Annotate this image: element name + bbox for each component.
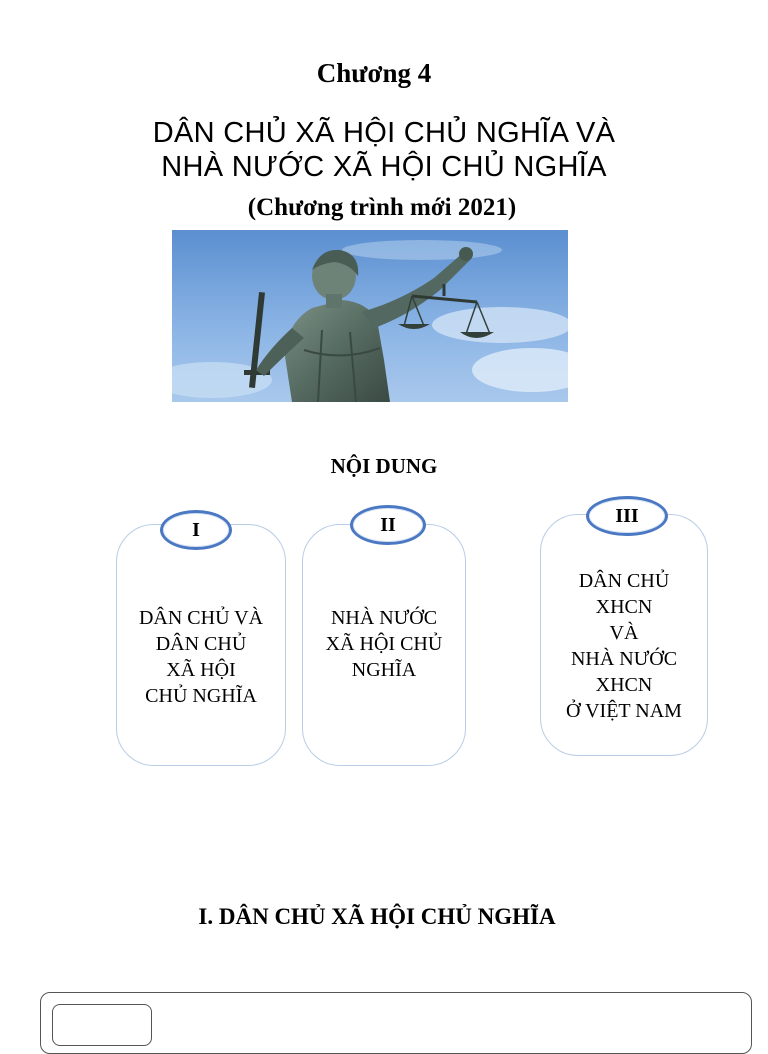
card-1-line: XÃ HỘI [166,659,236,681]
section-heading: I. DÂN CHỦ XÃ HỘI CHỦ NGHĨA [198,904,556,929]
card-3-badge: III [586,496,668,536]
card-2-line: NGHĨA [351,659,417,681]
title-line-1: DÂN CHỦ XÃ HỘI CHỦ NGHĨA VÀ [152,117,616,149]
card-3-line: NHÀ NƯỚC [570,648,678,670]
card-1-line: DÂN CHỦ VÀ [138,607,264,629]
card-3-line: Ở VIỆT NAM [566,700,682,722]
card-2-badge: II [350,505,426,545]
card-1-line: CHỦ NGHĨA [145,685,257,707]
card-3-text [541,568,707,724]
content-frame-tab [52,1004,152,1046]
card-3-line: XHCN [595,674,653,696]
content-card-2 [302,524,466,766]
title-line-2: NHÀ NƯỚC XÃ HỘI CHỦ NGHĨA [161,151,607,183]
card-3-line: XHCN [595,596,653,618]
card-1-text [117,605,285,709]
card-2-line: NHÀ NƯỚC [330,607,438,629]
document-subtitle: (Chương trình mới 2021) [247,194,517,221]
card-1-line: DÂN CHỦ [155,633,247,655]
card-2-line: XÃ HỘI CHỦ [325,633,443,655]
lady-justice-image [172,230,568,402]
contents-heading: NỘI DUNG [330,454,438,478]
card-2-text [303,605,465,683]
document-title [0,116,768,184]
card-1-badge: I [160,510,232,550]
card-3-line: VÀ [609,622,639,644]
content-card-1 [116,524,286,766]
content-card-3 [540,514,708,756]
chapter-label: Chương 4 [316,58,432,88]
card-3-line: DÂN CHỦ [578,570,670,592]
